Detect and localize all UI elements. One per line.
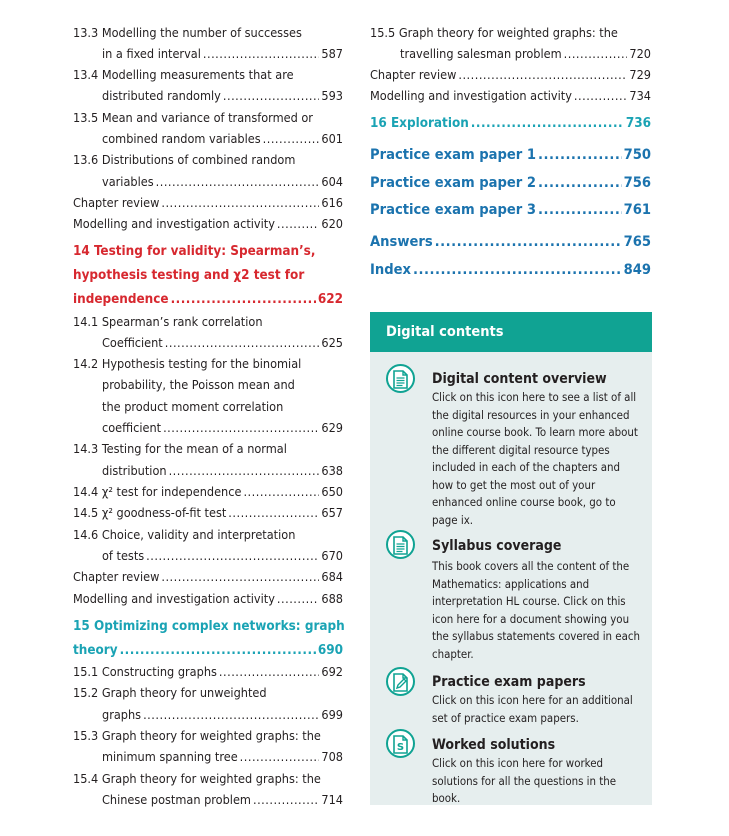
toc-entry-13-6-cont[interactable] <box>102 174 343 190</box>
entry-number: 14.4 <box>73 484 99 499</box>
practice-exam-papers-title[interactable]: Practice exam papers <box>432 674 586 690</box>
page-number: 620 <box>321 216 343 231</box>
entry-title: Answers <box>370 233 433 250</box>
entry-title: Modelling and investigation activity <box>370 88 572 103</box>
entry-number: 15.3 <box>73 728 99 743</box>
toc-entry-chapter-review-13[interactable] <box>73 195 343 211</box>
entry-number: 13.5 <box>73 110 99 125</box>
worked-solutions-title[interactable]: Worked solutions <box>432 737 556 753</box>
practice-exam-papers-desc: Click on this icon here for an additional set of practice exam papers. <box>432 693 633 725</box>
toc-entry-modelling-15[interactable] <box>370 88 651 104</box>
entry-title: Graph theory for unweighted <box>101 685 267 700</box>
page-number: 708 <box>321 749 343 764</box>
entry-title-cont: minimum spanning tree <box>102 749 238 764</box>
entry-title: Chapter review <box>73 569 160 584</box>
entry-title-cont: graphs <box>102 707 142 722</box>
entry-title: Chapter review <box>370 67 457 82</box>
entry-title-cont: Chinese postman problem <box>102 792 251 807</box>
entry-title: χ² test for independence <box>101 484 242 499</box>
entry-title-cont: distribution <box>102 463 167 478</box>
toc-entry-answers[interactable] <box>370 234 651 250</box>
toc-entry-13-6[interactable] <box>73 152 343 168</box>
entry-title: Practice exam paper 2 <box>370 174 536 191</box>
page-number: 638 <box>321 463 343 478</box>
entry-title: Practice exam paper 3 <box>370 201 536 218</box>
entry-title: Practice exam paper 1 <box>370 146 536 163</box>
entry-number: 14.6 <box>73 527 99 542</box>
entry-number: 15.5 <box>370 25 396 40</box>
worked-solutions-desc: Click on this icon here for worked solutions for all the questions in the book. <box>432 756 617 805</box>
entry-title: Mean and variance of transformed or <box>101 110 313 125</box>
page-number: 736 <box>625 116 651 131</box>
toc-entry-14-2-more-1[interactable] <box>102 377 343 393</box>
syllabus-coverage-title[interactable]: Syllabus coverage <box>432 538 562 554</box>
page-number: 684 <box>321 569 343 584</box>
toc-entry-13-3[interactable] <box>73 25 343 41</box>
page-number: 616 <box>321 195 343 210</box>
digital-contents-title: Digital contents <box>386 324 504 340</box>
entry-title-cont: variables <box>102 174 154 189</box>
syllabus-coverage-desc: This book covers all the content of the Mathematics: applications and interpretation HL course. Click on this icon here for a document showing you the syllabus statements covered in each chapter. <box>432 559 641 661</box>
entry-number: 13.3 <box>73 25 99 40</box>
entry-number: 15.2 <box>73 685 99 700</box>
page-number: 670 <box>321 548 343 563</box>
entry-title-cont: travelling salesman problem <box>400 46 562 61</box>
entry-title: χ² goodness-of-fit test <box>101 505 227 520</box>
toc-entry-13-4-cont[interactable] <box>102 88 343 104</box>
toc-entry-15-2[interactable] <box>73 685 343 701</box>
toc-entry-index[interactable] <box>370 262 651 278</box>
entry-number: 14.1 <box>73 314 99 329</box>
toc-entry-13-3-cont[interactable] <box>102 46 343 62</box>
toc-entry-14-3-cont[interactable] <box>102 463 343 479</box>
entry-title: Testing for the mean of a normal <box>101 441 287 456</box>
entry-title-cont: the product moment correlation <box>102 399 284 414</box>
chapter-14-title-line-2[interactable] <box>73 268 343 284</box>
page-number: 587 <box>321 46 343 61</box>
entry-title: Distributions of combined random <box>101 152 296 167</box>
entry-title: Constructing graphs <box>101 664 217 679</box>
toc-entry-15-1[interactable] <box>73 664 343 680</box>
document-icon[interactable] <box>386 364 415 393</box>
page-number: 604 <box>321 174 343 189</box>
toc-entry-15-4-cont[interactable] <box>102 792 343 808</box>
toc-entry-14-2[interactable] <box>73 356 343 372</box>
toc-entry-practice-paper-2[interactable] <box>370 175 651 191</box>
chapter-title: hypothesis testing and χ2 test for <box>73 268 305 283</box>
toc-entry-15-5-cont[interactable] <box>400 46 651 62</box>
chapter-title: 15 Optimizing complex networks: graph <box>73 619 345 634</box>
toc-entry-practice-paper-1[interactable] <box>370 147 651 163</box>
page-number: 622 <box>317 292 343 307</box>
toc-entry-14-6[interactable] <box>73 527 343 543</box>
toc-entry-15-2-cont[interactable] <box>102 707 343 723</box>
entry-number: 15.1 <box>73 664 99 679</box>
entry-title: Spearman’s rank correlation <box>101 314 263 329</box>
entry-title: Modelling the number of successes <box>101 25 302 40</box>
entry-title-cont: coefficient <box>102 420 162 435</box>
toc-entry-chapter-review-14[interactable] <box>73 569 343 585</box>
entry-title: Modelling and investigation activity <box>73 216 275 231</box>
chapter-14-title-line-1[interactable] <box>73 244 343 260</box>
entry-number: 13.6 <box>73 152 99 167</box>
digital-contents-header <box>370 312 652 352</box>
page-number: 750 <box>623 146 651 163</box>
entry-title: Index <box>370 261 412 278</box>
toc-entry-15-5[interactable] <box>370 25 651 41</box>
entry-title: 16 Exploration <box>370 116 469 131</box>
chapter-15-title-line-2[interactable] <box>73 643 343 659</box>
page-number: 720 <box>629 46 651 61</box>
toc-entry-13-5[interactable] <box>73 110 343 126</box>
entry-title-cont: Coefficient <box>102 335 163 350</box>
page-number: 734 <box>629 88 651 103</box>
page-number: 657 <box>321 505 343 520</box>
entry-title: Modelling and investigation activity <box>73 591 275 606</box>
page-number: 849 <box>623 261 651 278</box>
exam-paper-icon[interactable] <box>386 667 415 696</box>
entry-title-cont: combined random variables <box>102 131 261 146</box>
chapter-title: 14 Testing for validity: Spearman’s, <box>73 244 316 259</box>
entry-title: Graph theory for weighted graphs: the <box>398 25 618 40</box>
entry-title-cont: in a fixed interval <box>102 46 201 61</box>
chapter-title: theory <box>73 643 118 658</box>
toc-entry-14-5[interactable] <box>73 505 343 521</box>
page-number: 601 <box>321 131 343 146</box>
toc-entry-14-2-more-2[interactable] <box>102 399 343 415</box>
syllabus-icon[interactable] <box>386 530 415 559</box>
page-number: 625 <box>321 335 343 350</box>
toc-entry-modelling-14[interactable] <box>73 591 343 607</box>
digital-contents-panel <box>370 312 652 805</box>
page-number: 593 <box>321 88 343 103</box>
entry-number: 14.3 <box>73 441 99 456</box>
toc-entry-15-4[interactable] <box>73 771 343 787</box>
worked-solutions-icon[interactable] <box>386 729 415 758</box>
page-number: 650 <box>321 484 343 499</box>
toc-entry-14-1-cont[interactable] <box>102 335 343 351</box>
page-number: 761 <box>623 201 651 218</box>
page-number: 692 <box>321 664 343 679</box>
entry-title-cont: probability, the Poisson mean and <box>102 377 295 392</box>
digital-content-overview-desc: Click on this icon here to see a list of all the digital resources in your enhanced online course book. To learn more about the different digital resource types included in each of the chapters and how to get the most out of your enhanced online course book, go to page ix. <box>432 390 638 527</box>
toc-entry-chapter-review-15[interactable] <box>370 67 651 83</box>
entry-title-cont: of tests <box>102 548 145 563</box>
page-number: 699 <box>321 707 343 722</box>
page-number: 765 <box>623 233 651 250</box>
entry-title: Hypothesis testing for the binomial <box>101 356 302 371</box>
page-number: 756 <box>623 174 651 191</box>
page-number: 714 <box>321 792 343 807</box>
svg-text:S: S <box>396 742 405 753</box>
entry-number: 14.2 <box>73 356 99 371</box>
entry-number: 13.4 <box>73 67 99 82</box>
toc-entry-15-3[interactable] <box>73 728 343 744</box>
toc-entry-14-1[interactable] <box>73 314 343 330</box>
toc-entry-14-3[interactable] <box>73 441 343 457</box>
toc-entry-14-2-cont[interactable] <box>102 420 343 436</box>
toc-entry-14-4[interactable] <box>73 484 343 500</box>
entry-title: Modelling measurements that are <box>101 67 294 82</box>
page-number: 690 <box>317 643 343 658</box>
chapter-15-title-line-1[interactable] <box>73 619 343 635</box>
entry-number: 15.4 <box>73 771 99 786</box>
toc-entry-13-4[interactable] <box>73 67 343 83</box>
toc-entry-14-6-cont[interactable] <box>102 548 343 564</box>
chapter-14-title-line-3[interactable] <box>73 292 343 308</box>
entry-title: Choice, validity and interpretation <box>101 527 296 542</box>
entry-title: Graph theory for weighted graphs: the <box>101 728 321 743</box>
chapter-title: independence <box>73 292 169 307</box>
entry-title-cont: distributed randomly <box>102 88 221 103</box>
page-number: 688 <box>321 591 343 606</box>
toc-entry-practice-paper-3[interactable] <box>370 202 651 218</box>
entry-number: 14.5 <box>73 505 99 520</box>
page-number: 729 <box>629 67 651 82</box>
digital-content-overview-title[interactable]: Digital content overview <box>432 371 607 387</box>
entry-title: Graph theory for weighted graphs: the <box>101 771 321 786</box>
entry-title: Chapter review <box>73 195 160 210</box>
toc-entry-modelling-13[interactable] <box>73 216 343 232</box>
toc-entry-15-3-cont[interactable] <box>102 749 343 765</box>
toc-entry-exploration[interactable] <box>370 116 651 132</box>
page-number: 629 <box>321 420 343 435</box>
toc-entry-13-5-cont[interactable] <box>102 131 343 147</box>
